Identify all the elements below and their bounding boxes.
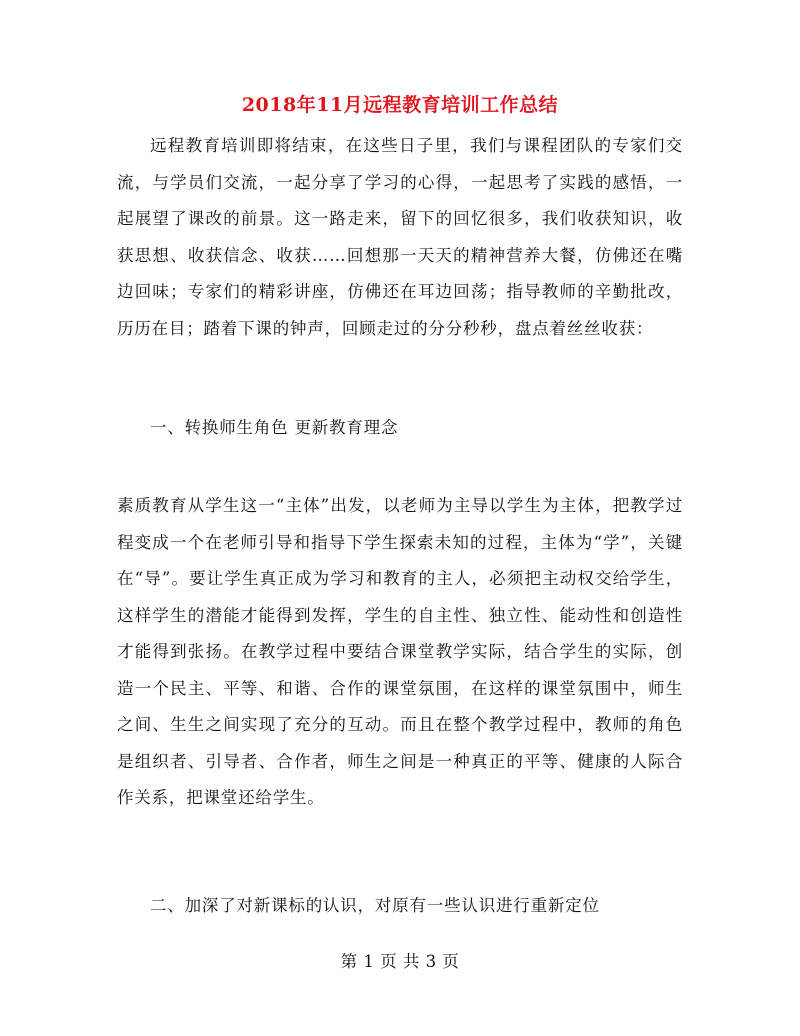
page-footer: 第 1 页 共 3 页 (340, 952, 460, 971)
section-1-paragraph: 素质教育从学生这一“主体”出发，以老师为主导以学生为主体，把教学过程变成一个在老师引导和指导下学生探索未知的过程，主体为“学”，关键在“导”。要让学生真正成为学习和教育的主人，必须把主动权交给学生，这样学生的潜能才能得到发挥，学生的自主性、独立性、能动性和创造性才能得到张扬。在教学过程中要结合课堂教学实际，结合学生的实际，创造一个民主、平等、和谐、合作的课堂氛围，在这样的课堂氛围中，师生之间、生生之间实现了充分的互动。而且在整个教学过程中，教师的角色是组织者、引导者、合作者，师生之间是一种真正的平等、健康的人际合作关系，把课堂还给学生。 (117, 496, 683, 807)
section-heading-2: 二、加深了对新课标的认识，对原有一些认识进行重新定位 (150, 896, 600, 915)
document-title: 2018年11月远程教育培训工作总结 (241, 94, 559, 116)
intro-paragraph: 远程教育培训即将结束，在这些日子里，我们与课程团队的专家们交流，与学员们交流，一起分享了学习的心得，一起思考了实践的感悟，一起展望了课改的前景。这一路走来，留下的回忆很多，我们收获知识，收获思想、收获信念、收获……回想那一天天的精神营养大餐，仿佛还在嘴边回味；专家们的精彩讲座，仿佛还在耳边回荡；指导教师的辛勤批改，历历在目；踏着下课的钟声，回顾走过的分分秒秒，盘点着丝丝收获： (117, 136, 683, 338)
section-heading-1: 一、转换师生角色 更新教育理念 (150, 418, 399, 437)
